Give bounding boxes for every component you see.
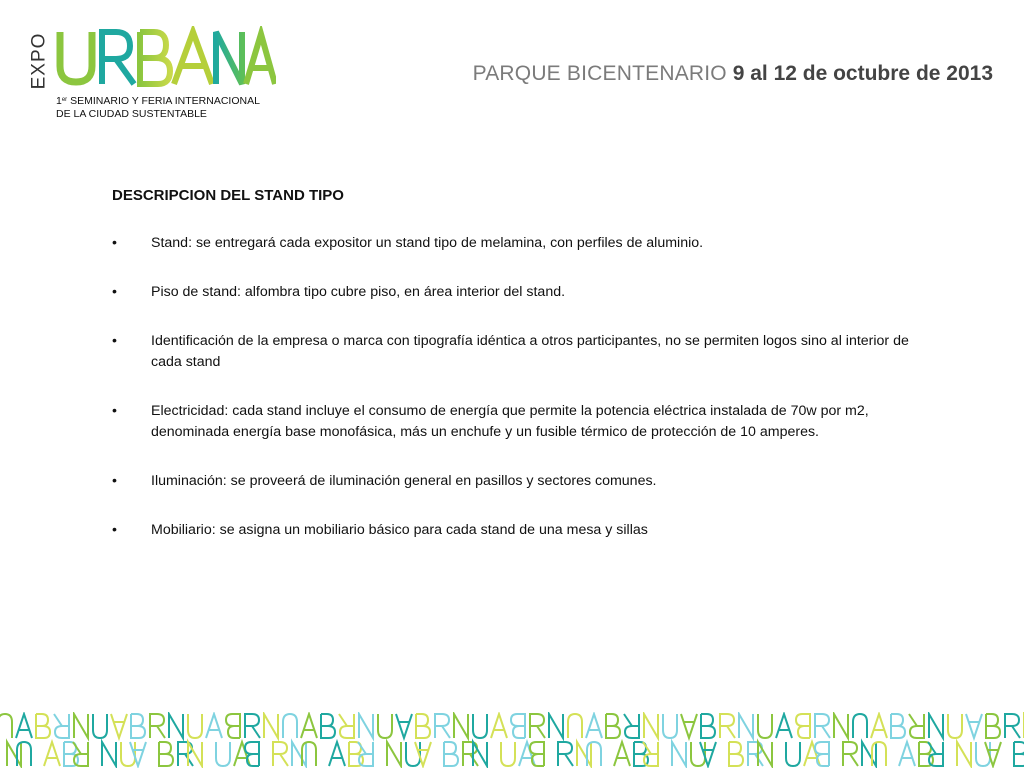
pattern-glyph	[891, 714, 905, 738]
section-heading: DESCRIPCION DEL STAND TIPO	[112, 187, 344, 204]
pattern-glyph	[406, 742, 420, 766]
bullet-item-mobiliario	[112, 520, 912, 541]
pattern-glyph	[1014, 742, 1024, 766]
event-header	[473, 61, 993, 86]
pattern-glyph	[435, 714, 450, 738]
pattern-glyph	[966, 714, 982, 738]
pattern-glyph	[273, 742, 288, 766]
pattern-glyph	[701, 714, 715, 738]
pattern-glyph	[729, 742, 743, 766]
bullet-item-piso	[112, 282, 912, 303]
pattern-glyph	[74, 714, 88, 738]
pattern-glyph	[283, 714, 297, 738]
pattern-glyph	[796, 714, 810, 738]
bullet-item-identificacion	[112, 331, 912, 373]
pattern-glyph	[758, 714, 772, 738]
bullet-text: Mobiliario: se asigna un mobiliario básico para cada stand de una mesa y sillas	[151, 522, 648, 538]
pattern-glyph	[454, 714, 468, 738]
pattern-glyph	[815, 742, 829, 766]
pattern-glyph	[644, 714, 658, 738]
bullet-item-iluminacion	[112, 471, 912, 492]
pattern-glyph	[929, 714, 943, 738]
bullet-icon: •	[112, 284, 117, 300]
pattern-glyph	[216, 742, 230, 766]
pattern-glyph	[415, 742, 431, 766]
pattern-glyph	[558, 742, 573, 766]
pattern-glyph	[491, 714, 507, 738]
bullet-text: Identificación de la empresa o marca con tipografía idéntica a otros participantes, no se permiten logos sino al interior de cada stand	[151, 333, 909, 370]
pattern-glyph	[0, 714, 12, 738]
pattern-glyph	[985, 742, 1001, 766]
pattern-glyph	[329, 742, 345, 766]
pattern-glyph	[853, 714, 867, 738]
pattern-glyph	[44, 742, 60, 766]
pattern-glyph	[111, 714, 127, 738]
pattern-glyph	[396, 714, 412, 738]
pattern-glyph	[245, 714, 260, 738]
pattern-glyph	[530, 742, 544, 766]
event-venue: PARQUE BICENTENARIO	[472, 62, 727, 85]
pattern-glyph	[663, 714, 677, 738]
pattern-glyph	[339, 714, 354, 738]
pattern-glyph	[871, 714, 887, 738]
pattern-glyph	[301, 714, 317, 738]
pattern-glyph	[121, 742, 135, 766]
pattern-glyph	[948, 714, 962, 738]
bullet-icon: •	[112, 522, 117, 538]
pattern-glyph	[691, 742, 705, 766]
logo-expo-text: EXPO	[28, 32, 50, 90]
pattern-glyph	[511, 714, 525, 738]
pattern-glyph	[188, 714, 202, 738]
pattern-glyph	[720, 714, 735, 738]
pattern-glyph	[700, 742, 716, 766]
pattern-glyph	[776, 714, 792, 738]
logo-subtitle	[56, 94, 260, 120]
logo-subtitle-line1: 1er SEMINARIO Y FERIA INTERNACIONAL	[56, 95, 260, 107]
pattern-glyph	[416, 714, 430, 738]
pattern-glyph	[245, 742, 259, 766]
pattern-glyph	[378, 714, 392, 738]
pattern-glyph	[150, 714, 165, 738]
pattern-glyph	[568, 714, 582, 738]
bullet-icon: •	[112, 473, 117, 489]
pattern-glyph	[264, 714, 278, 738]
pattern-glyph	[169, 714, 183, 738]
logo-urbana-wordmark	[56, 26, 276, 92]
pattern-glyph	[606, 714, 620, 738]
pattern-glyph	[54, 714, 69, 738]
slide-content	[112, 186, 912, 569]
bullet-list	[112, 233, 912, 541]
expo-urbana-logo	[28, 26, 278, 122]
bullet-item-electricidad	[112, 401, 912, 443]
pattern-glyph	[444, 742, 458, 766]
pattern-glyph	[815, 714, 830, 738]
event-dates: 9 al 12 de octubre de 2013	[732, 62, 993, 85]
pattern-glyph	[976, 742, 990, 766]
bullet-text: Iluminación: se proveerá de iluminación general en pasillos y sectores comunes.	[151, 473, 657, 489]
pattern-glyph	[321, 714, 335, 738]
pattern-glyph	[957, 742, 971, 766]
pattern-glyph	[16, 714, 32, 738]
pattern-glyph	[739, 714, 753, 738]
bullet-text: Piso de stand: alfombra tipo cubre piso, en área interior del stand.	[151, 284, 566, 300]
pattern-glyph	[672, 742, 686, 766]
pattern-glyph	[614, 742, 630, 766]
bullet-icon: •	[112, 235, 117, 251]
pattern-glyph	[1005, 714, 1020, 738]
logo-subtitle-line2: DE LA CIUDAD SUSTENTABLE	[56, 107, 207, 120]
pattern-glyph	[909, 714, 924, 738]
pattern-glyph	[549, 714, 563, 738]
decorative-letter-pattern	[0, 712, 1024, 768]
pattern-glyph	[843, 742, 858, 766]
bullet-icon: •	[112, 333, 117, 349]
pattern-glyph	[36, 714, 50, 738]
pattern-glyph	[359, 714, 373, 738]
pattern-glyph	[899, 742, 915, 766]
pattern-glyph	[530, 714, 545, 738]
pattern-glyph	[786, 742, 800, 766]
bullet-icon: •	[112, 403, 117, 419]
bullet-text: Electricidad: cada stand incluye el consumo de energía que permite la potencia eléctrica instalada de 70w por m2, denominada energía base monofásica, más un enchufe y un fusible térmico de protección de 10 amperes.	[151, 403, 869, 440]
pattern-glyph	[624, 714, 639, 738]
logo-expo-vertical	[28, 28, 50, 94]
pattern-glyph	[473, 714, 487, 738]
pattern-glyph	[226, 714, 240, 738]
pattern-glyph	[102, 742, 116, 766]
pattern-glyph	[501, 742, 515, 766]
pattern-glyph	[586, 714, 602, 738]
bullet-item-stand	[112, 233, 912, 254]
pattern-glyph	[387, 742, 401, 766]
pattern-glyph	[206, 714, 222, 738]
pattern-glyph	[681, 714, 697, 738]
bullet-text: Stand: se entregará cada expositor un stand tipo de melamina, con perfiles de aluminio.	[151, 235, 704, 251]
pattern-glyph	[834, 714, 848, 738]
pattern-glyph	[131, 714, 145, 738]
pattern-glyph	[159, 742, 173, 766]
pattern-glyph	[93, 714, 107, 738]
pattern-glyph	[986, 714, 1000, 738]
pattern-glyph	[130, 742, 146, 766]
